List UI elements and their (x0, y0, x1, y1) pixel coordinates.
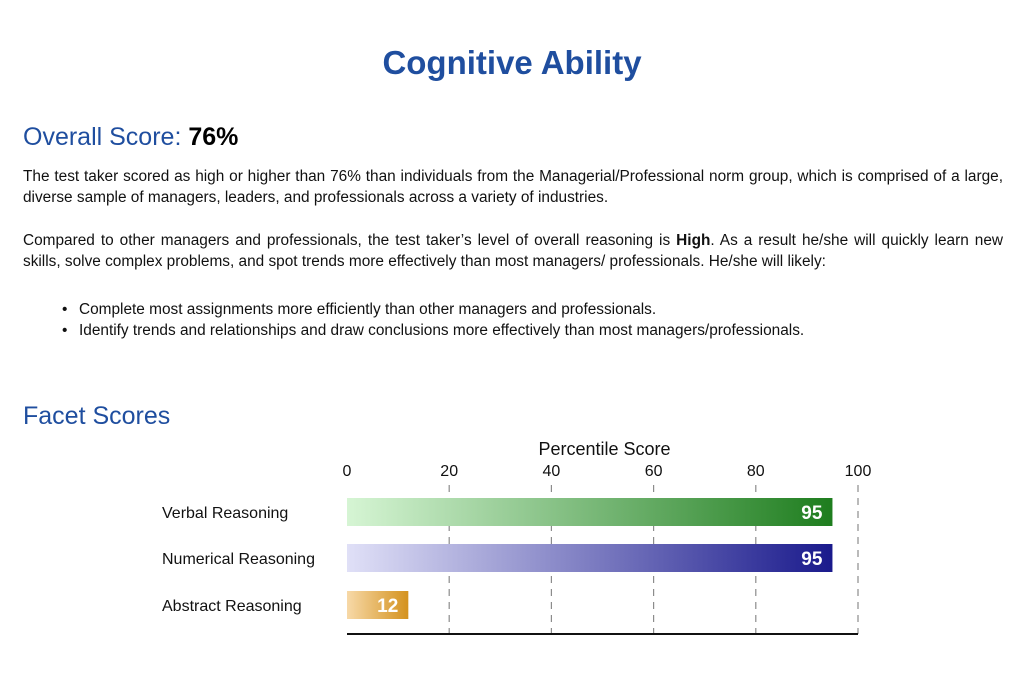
value-label-verbal-reasoning: 95 (801, 503, 823, 524)
bullet-icon: • (62, 301, 68, 318)
reasoning-text-before: Compared to other managers and professionals, the test taker’s level of overall reasoning is (23, 232, 677, 249)
bullet-icon: • (62, 322, 68, 339)
list-item-text: Complete most assignments more efficiently than other managers and professionals. (79, 301, 657, 318)
tick-labels (343, 463, 872, 480)
axis-title: Percentile Score (538, 439, 671, 459)
reasoning-text-after: . As a result he/she will quickly learn new skills, solve complex problems, and spot trends more effectively than most managers/ professionals. He/she will likely: (23, 232, 1004, 270)
category-label-verbal-reasoning: Verbal Reasoning (162, 505, 289, 522)
page-title: Cognitive Ability (382, 44, 642, 81)
bar-numerical-reasoning (347, 544, 832, 572)
value-label-abstract-reasoning: 12 (377, 596, 399, 617)
bar-verbal-reasoning (347, 498, 832, 526)
list-item-text: Identify trends and relationships and draw conclusions more effectively than most managers/professionals. (79, 322, 805, 339)
category-labels (162, 505, 315, 615)
overall-description: The test taker scored as high or higher than 76% than individuals from the Managerial/Professional norm group, which is comprised of a large, diverse sample of managers, leaders, and professionals across a variety of industries. (23, 168, 1003, 206)
value-label-numerical-reasoning: 95 (801, 549, 823, 570)
category-label-abstract-reasoning: Abstract Reasoning (162, 598, 302, 615)
tick-label-20: 20 (440, 463, 459, 480)
overall-score-value: 76% (188, 123, 239, 151)
overall-score-label: Overall Score: (23, 123, 182, 151)
reasoning-level: High (676, 232, 711, 249)
category-label-numerical-reasoning: Numerical Reasoning (162, 551, 315, 568)
tick-label-80: 80 (746, 463, 765, 480)
tick-label-100: 100 (844, 463, 872, 480)
bars (347, 498, 832, 619)
tick-label-40: 40 (542, 463, 561, 480)
facet-scores-heading: Facet Scores (23, 402, 171, 430)
tick-label-0: 0 (342, 463, 352, 480)
tick-label-60: 60 (644, 463, 663, 480)
